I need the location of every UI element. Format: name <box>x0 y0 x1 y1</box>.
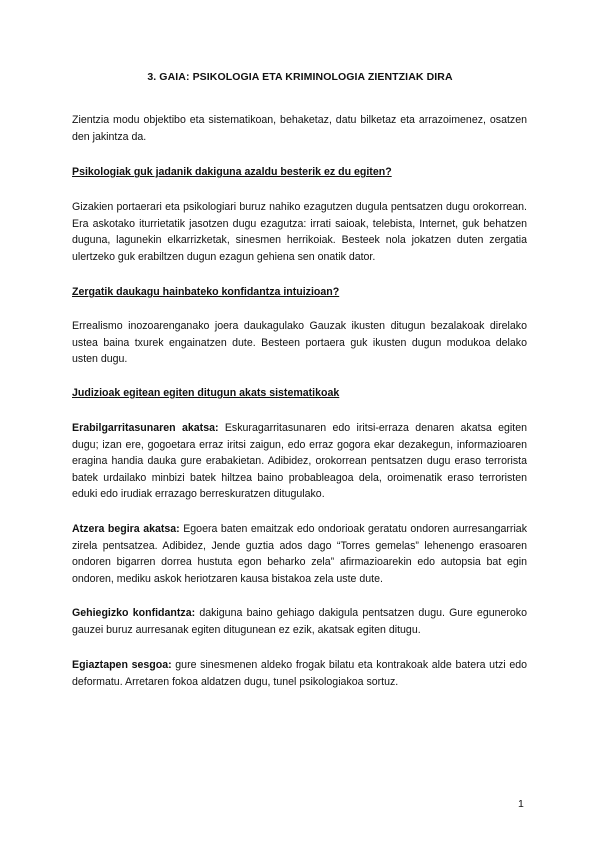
list-item <box>72 605 527 638</box>
item-text: gure sinesmenen aldeko frogak bilatu eta kontrakoak alde batera utzi edo deformatu. Arretaren fokoa aldatzen dugu, tunel psikologiakoa sortuz. <box>72 659 527 688</box>
item-term: Gehiegizko konfidantza: <box>72 607 196 619</box>
item-term: Egiaztapen sesgoa: <box>72 659 172 671</box>
item-text: Egoera baten emaitzak edo ondorioak geratatu ondoren aurresangarriak zirela pentsatzea. Adibidez, Jende guztia ados dago “Torres gemelas” lehenengo erasoaren ondoren bigarren dorrea hustuta egon beharko zela” afirmazioarekin edo autopsia bat egin ondoren, mediku askok heriotzaren kausa bistakoa zela uste dute. <box>72 523 527 585</box>
section-heading-3: Judizioak egitean egiten ditugun akats sistematikoak <box>72 387 340 399</box>
section-heading-1: Psikologiak guk jadanik dakiguna azaldu besterik ez du egiten? <box>72 166 392 178</box>
section-body-1: Gizakien portaerari eta psikologiari buruz nahiko ezagutzen dugula pentsatzen dugu orokorrean. Era askotako iturrietatik jasotzen dugu ezagutza: irrati saioak, telebista, Internet, guk behatzen duguna, lagunekin elkarrizketak, sinesmen herrikoiak. Besteek nola jokatzen duten zergatia ulertzeko guk erabiltzen dugun ezagun gehiena sen onatik dator. <box>72 201 527 263</box>
intro-paragraph: Zientzia modu objektibo eta sistematikoan, behaketaz, datu bilketaz eta arrazoimenez, osatzen den jakintza da. <box>72 114 527 143</box>
page-number: 1 <box>518 798 524 810</box>
item-text: dakiguna baino gehiago dakigula pentsatzen dugu. Gure eguneroko gauzei buruz aurresanak egiten ditugunean ez ezik, akatsak egiten ditugu. <box>72 607 527 636</box>
section-body-2: Errealismo inozoarenganako joera daukagulako Gauzak ikusten ditugun bezalakoak direlako ustea baina txurek engainatzen dute. Besteen portaera guk ikusten dugun modukoa delako usten dugu. <box>72 320 527 366</box>
item-term: Erabilgarritasunaren akatsa: <box>72 422 219 434</box>
list-item <box>72 420 527 503</box>
section-heading-2: Zergatik daukagu hainbateko konfidantza intuizioan? <box>72 286 340 298</box>
list-item <box>72 657 527 690</box>
item-text: Eskuragarritasunaren edo iritsi-erraza denaren akatsa egiten dugu; izan ere, gogoetara erraz iritsi zaigun, edo erraz gogora ekar dezakegun, informazioaren eragina handia dauka gure erabakietan. Adibidez, orokorrean pentsatzen dugu eraso terrorista batek urdailako minbizi batek hiltzea baino probableagoa dela, oroimenatik eraso terroristen eduki edo irudiak errazago berreskuratzen ditugulako. <box>72 422 527 501</box>
list-item <box>72 521 527 587</box>
page-title: 3. GAIA: PSIKOLOGIA ETA KRIMINOLOGIA ZIENTZIAK DIRA <box>147 71 453 83</box>
item-term: Atzera begira akatsa: <box>72 523 180 535</box>
